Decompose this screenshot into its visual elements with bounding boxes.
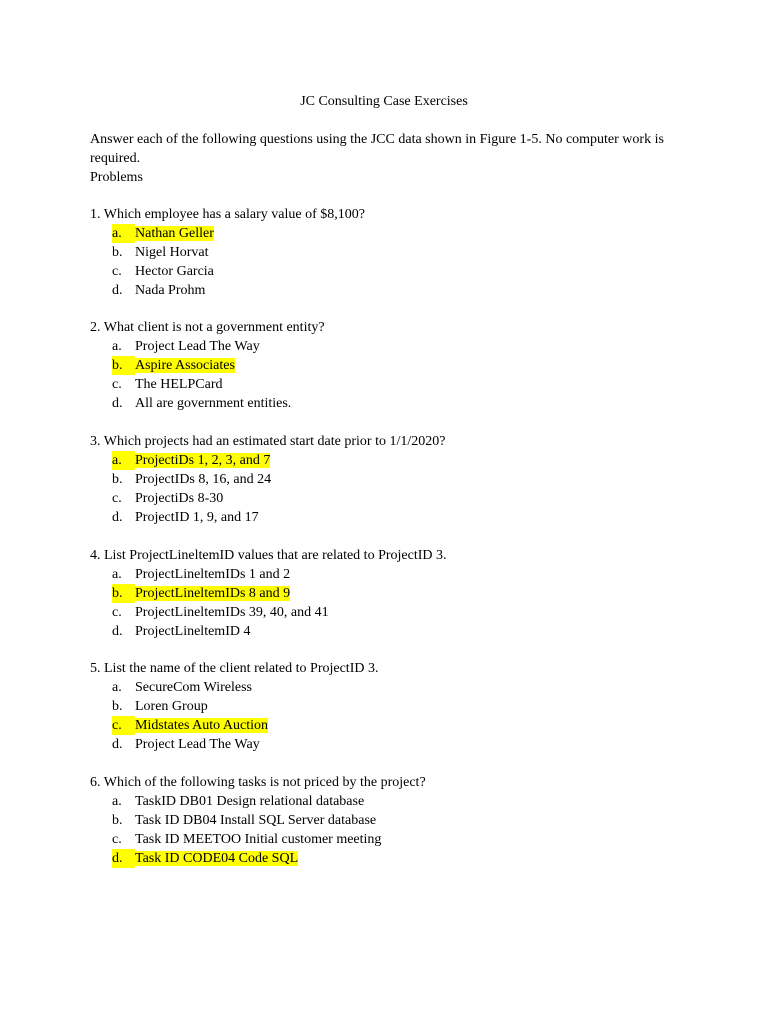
question-text: 5. List the name of the client related to ProjectID 3. [90, 661, 379, 676]
option-letter: b. [112, 813, 123, 828]
option-letter: b. [112, 356, 135, 375]
option-letter: d. [112, 849, 135, 868]
answer-option-a [90, 451, 690, 470]
option-letter: a. [112, 339, 122, 354]
question-2 [90, 318, 690, 413]
option-text: Task ID MEETOO Initial customer meeting [135, 832, 382, 847]
answer-options [90, 678, 690, 754]
option-letter: b. [112, 472, 123, 487]
question-3 [90, 432, 690, 527]
option-letter: b. [112, 245, 123, 260]
question-text: 3. Which projects had an estimated start date prior to 1/1/2020? [90, 434, 446, 449]
option-letter: a. [112, 451, 135, 470]
option-text-highlighted: Nathan Geller [135, 226, 214, 241]
answer-option-a [90, 565, 690, 584]
option-letter: b. [112, 699, 123, 714]
option-letter: d. [112, 510, 123, 525]
answer-option-c [90, 716, 690, 735]
question-1 [90, 205, 690, 300]
answer-options [90, 224, 690, 300]
answer-option-a [90, 792, 690, 811]
answer-option-c [90, 262, 690, 281]
answer-option-b [90, 697, 690, 716]
option-letter: d. [112, 283, 123, 298]
option-letter: d. [112, 737, 123, 752]
option-letter: a. [112, 794, 122, 809]
option-text: SecureCom Wireless [135, 680, 252, 695]
option-letter: a. [112, 224, 135, 243]
answer-option-d [90, 281, 690, 300]
option-text: ProjectLineltemID 4 [135, 624, 251, 639]
option-text-highlighted: Midstates Auto Auction [135, 718, 268, 733]
option-letter: c. [112, 605, 122, 620]
question-text: 6. Which of the following tasks is not priced by the project? [90, 775, 426, 790]
question-text: 2. What client is not a government entity? [90, 320, 325, 335]
option-text: All are government entities. [135, 396, 292, 411]
option-text-highlighted: Task ID CODE04 Code SQL [135, 851, 299, 866]
question-4 [90, 546, 690, 641]
option-text: Project Lead The Way [135, 339, 260, 354]
option-letter: c. [112, 832, 122, 847]
instructions-line-2: required. [90, 151, 141, 166]
option-text-highlighted: ProjectiDs 1, 2, 3, and 7 [135, 453, 271, 468]
option-text: ProjectIDs 8, 16, and 24 [135, 472, 272, 487]
answer-option-b [90, 356, 690, 375]
option-letter: c. [112, 491, 122, 506]
answer-option-b [90, 584, 690, 603]
question-text: 4. List ProjectLineltemID values that are related to ProjectID 3. [90, 548, 447, 563]
option-text: Nigel Horvat [135, 245, 209, 260]
answer-option-b [90, 470, 690, 489]
answer-option-c [90, 375, 690, 394]
answer-options [90, 451, 690, 527]
option-text: Loren Group [135, 699, 208, 714]
answer-options [90, 337, 690, 413]
option-text: ProjectiDs 8-30 [135, 491, 224, 506]
answer-option-c [90, 830, 690, 849]
answer-option-b [90, 811, 690, 830]
answer-option-c [90, 603, 690, 622]
option-text: Project Lead The Way [135, 737, 260, 752]
option-letter: c. [112, 264, 122, 279]
option-text: ProjectID 1, 9, and 17 [135, 510, 259, 525]
option-text: TaskID DB01 Design relational database [135, 794, 365, 809]
option-letter: c. [112, 377, 122, 392]
instructions [90, 130, 680, 187]
answer-option-a [90, 337, 690, 356]
document-title: JC Consulting Case Exercises [300, 94, 468, 109]
option-text: Task ID DB04 Install SQL Server database [135, 813, 377, 828]
answer-option-d [90, 735, 690, 754]
answer-option-a [90, 678, 690, 697]
option-letter: a. [112, 567, 122, 582]
option-letter: b. [112, 584, 135, 603]
option-text: ProjectLineltemIDs 1 and 2 [135, 567, 291, 582]
option-text: ProjectLineltemIDs 39, 40, and 41 [135, 605, 329, 620]
problems-heading: Problems [90, 170, 143, 185]
answer-options [90, 565, 690, 641]
answer-option-a [90, 224, 690, 243]
question-6 [90, 773, 690, 868]
answer-option-d [90, 508, 690, 527]
option-text-highlighted: Aspire Associates [135, 358, 235, 373]
option-text-highlighted: ProjectLineltemIDs 8 and 9 [135, 586, 291, 601]
option-text: Hector Garcia [135, 264, 214, 279]
option-text: Nada Prohm [135, 283, 206, 298]
answer-option-d [90, 394, 690, 413]
option-letter: d. [112, 624, 123, 639]
answer-option-d [90, 849, 690, 868]
instructions-line-1: Answer each of the following questions using the JCC data shown in Figure 1-5. No computer work is [90, 132, 664, 147]
question-5 [90, 659, 690, 754]
answer-option-b [90, 243, 690, 262]
answer-option-c [90, 489, 690, 508]
answer-option-d [90, 622, 690, 641]
option-letter: c. [112, 716, 135, 735]
option-letter: a. [112, 680, 122, 695]
question-text: 1. Which employee has a salary value of $8,100? [90, 207, 365, 222]
option-letter: d. [112, 396, 123, 411]
option-text: The HELPCard [135, 377, 223, 392]
answer-options [90, 792, 690, 868]
